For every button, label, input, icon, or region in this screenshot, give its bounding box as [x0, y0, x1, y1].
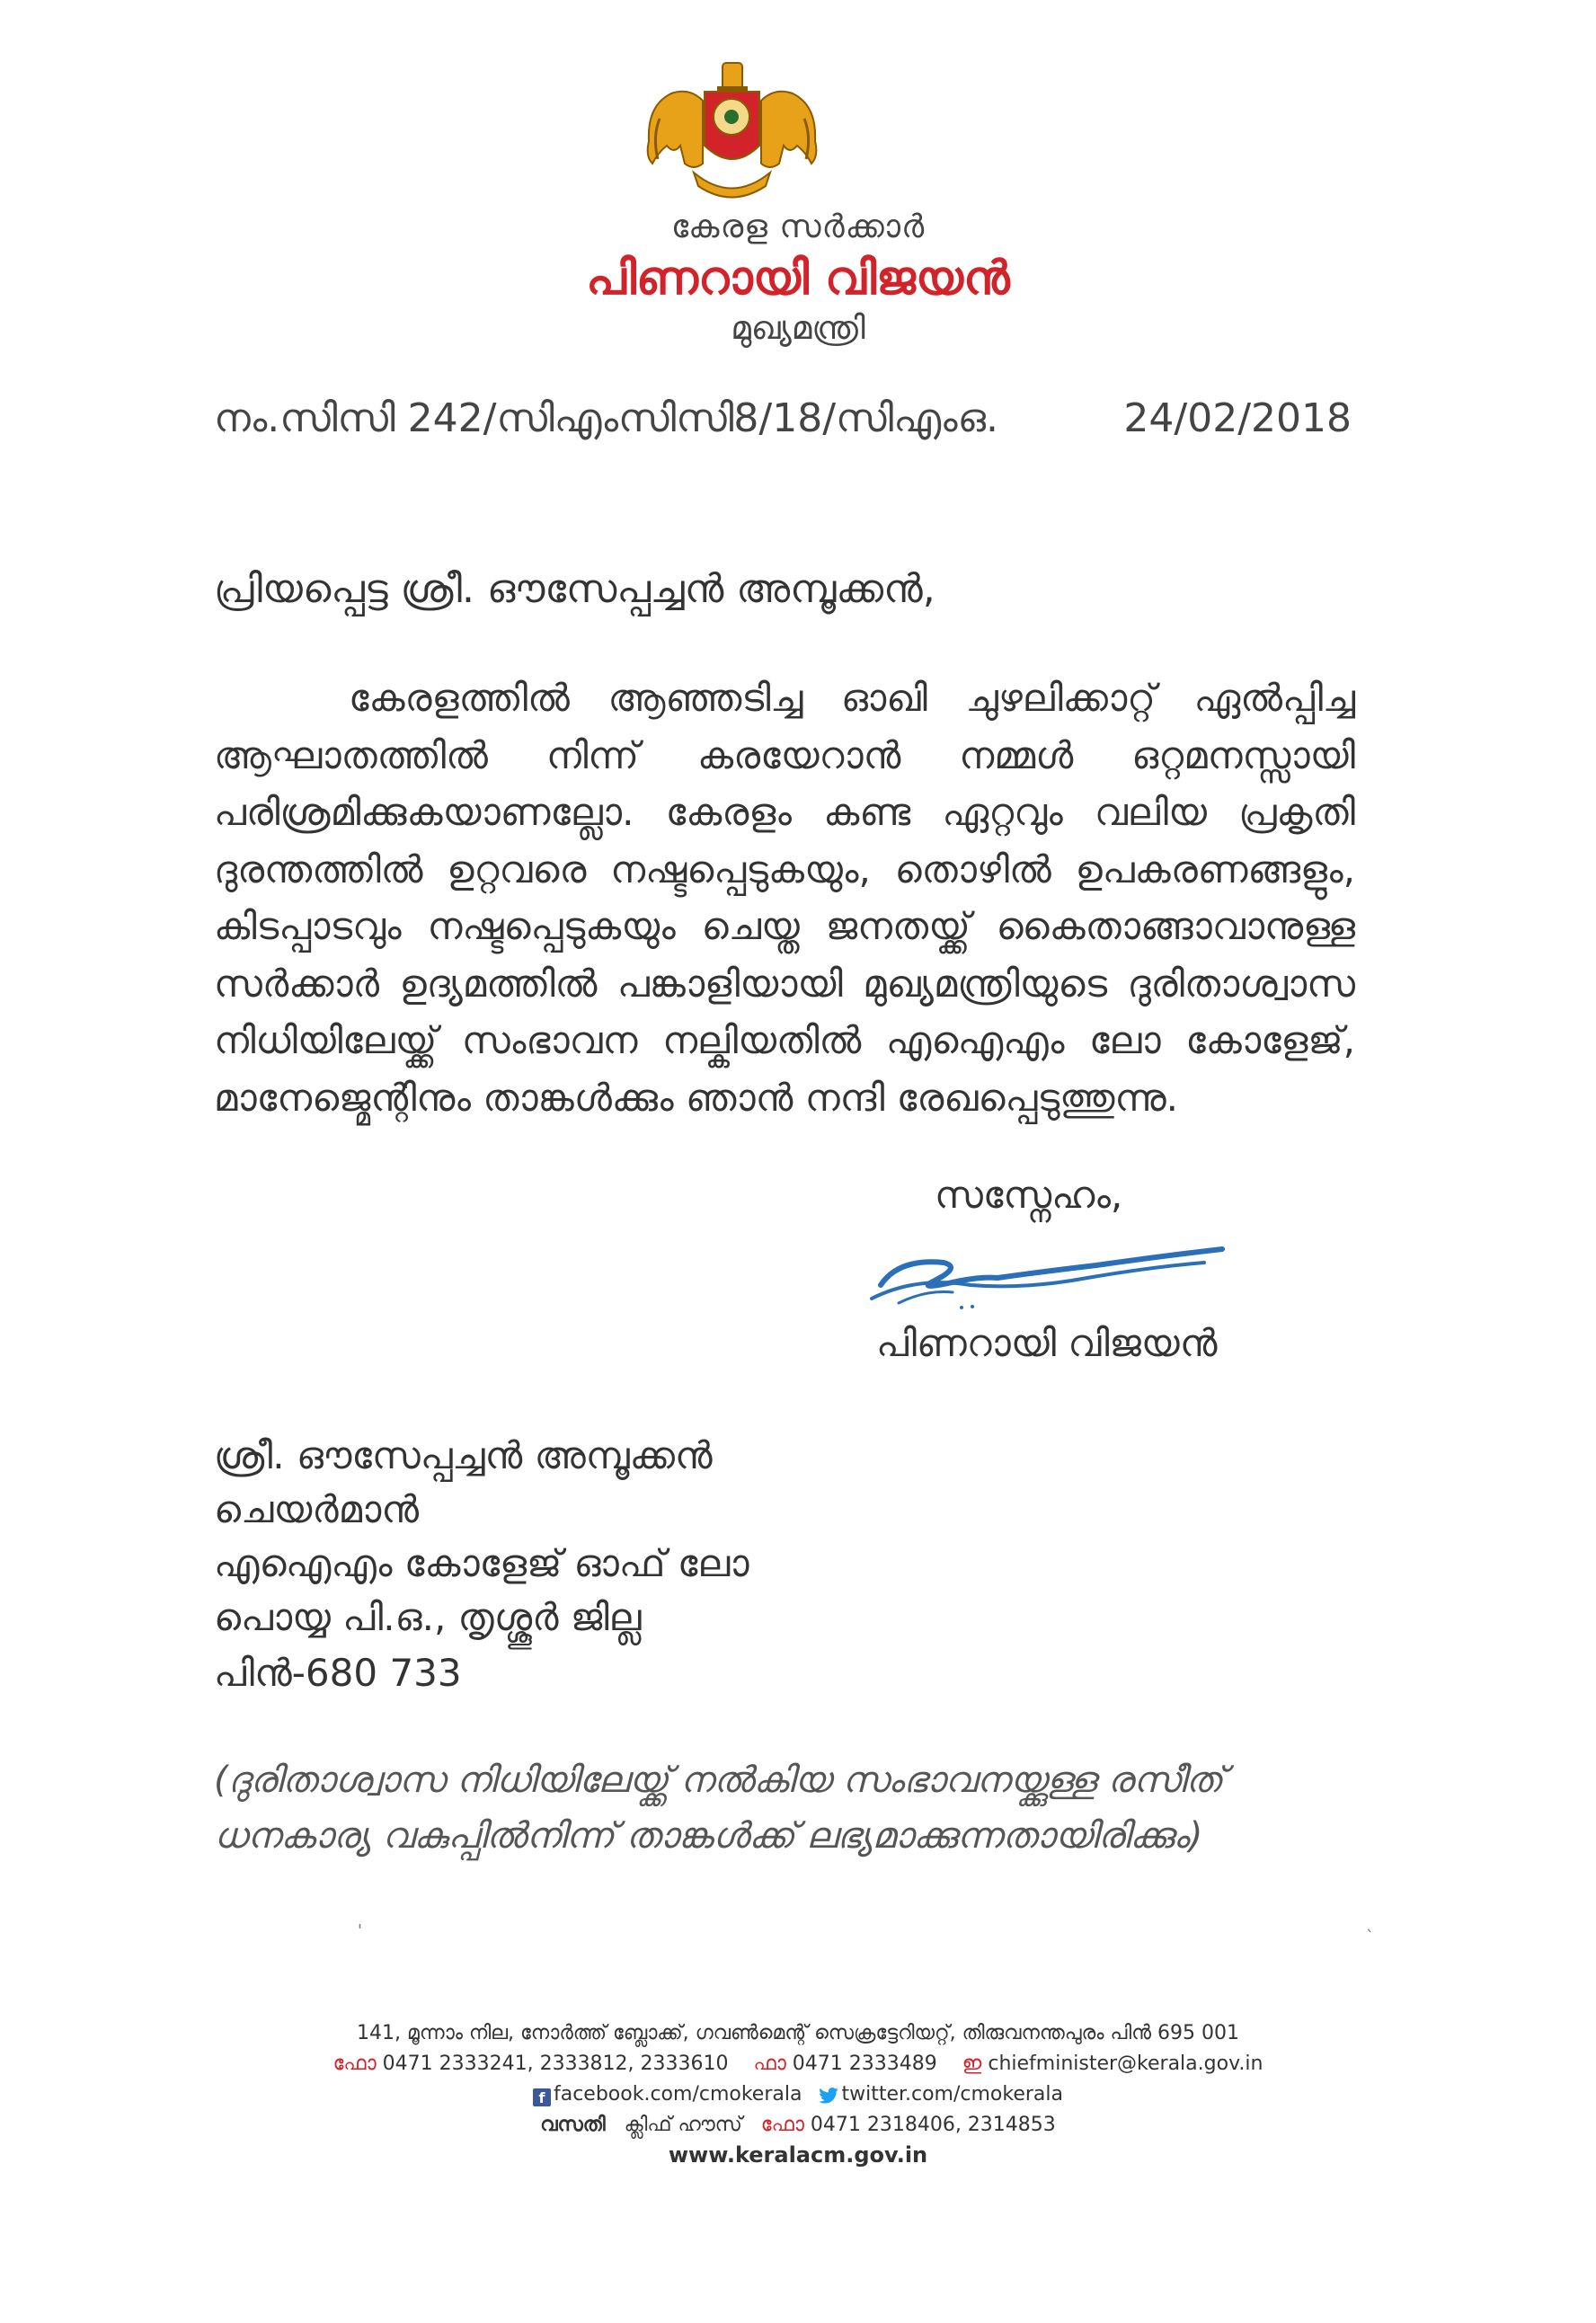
letterhead-title: മുഖ്യമന്ത്രി — [731, 310, 865, 347]
letter-date: 24/02/2018 — [1123, 395, 1352, 441]
letter-body: കേരളത്തിൽ ആഞ്ഞടിച്ച ഓഖി ചുഴലിക്കാറ്റ് ഏൽപ്പിച്ച ആഘാതത്തിൽ നിന്ന് കരയേറാൻ നമ്മൾ ഒറ്റമനസ്സായി പരിശ്രമിക്കുകയാണല്ലോ. കേരളം കണ്ട ഏറ്റവും വലിയ പ്രകൃതി ദുരന്തത്തിൽ ഉറ്റവരെ നഷ്ടപ്പെടുകയും, തൊഴിൽ ഉപകരണങ്ങളും, കിടപ്പാടവും നഷ്ടപ്പെടുകയും ചെയ്ത ജനതയ്ക്ക് കൈതാങ്ങാവാനുള്ള സർക്കാർ ഉദ്യമത്തിൽ പങ്കാളിയായി മുഖ്യമന്ത്രിയുടെ ദുരിതാശ്വാസ നിധിയിലേയ്ക്ക് സംഭാവന നല്കിയതിൽ എഐഎം ലോ കോളേജ്, മാനേജ്മെന്റിനും താങ്കൾക്കും ഞാൻ നന്ദി രേഖപ്പെടുത്തുന്നു. — [214, 676, 1355, 1120]
footer-contacts — [0, 2053, 1596, 2075]
reference-number: നം.സിസി 242/സിഎംസിസി8/18/സിഎംഒ. — [214, 395, 998, 441]
phone-numbers: 0471 2333241, 2333812, 2333610 — [382, 2053, 729, 2075]
recipient-pin: പിൻ-680 733 — [214, 1651, 462, 1695]
kerala-state-emblem-icon — [640, 56, 824, 208]
letterhead-government: കേരള സർക്കാർ — [670, 208, 926, 245]
residence-phone: 0471 2318406, 2314853 — [810, 2114, 1056, 2136]
footer-social — [0, 2083, 1596, 2106]
residence-name: ക്ലിഫ് ഹൗസ് — [624, 2114, 742, 2136]
footer-website[interactable]: www.keralacm.gov.in — [668, 2142, 928, 2168]
twitter-link[interactable]: twitter.com/cmokerala — [841, 2083, 1064, 2106]
footer-residence — [0, 2114, 1596, 2136]
footer-address: 141, മൂന്നാം നില, നോർത്ത് ബ്ലോക്ക്, ഗവൺമെന്റ് സെക്രട്ടേറിയറ്റ്, തിരുവനന്തപുരം പിൻ 695 001 — [357, 2022, 1239, 2044]
facebook-link[interactable]: facebook.com/cmokerala — [553, 2083, 802, 2106]
email-label: ഇ — [962, 2053, 982, 2075]
twitter-icon — [819, 2088, 838, 2104]
phone-label: ഫോ — [332, 2053, 377, 2075]
facebook-icon: f — [533, 2088, 551, 2106]
signature — [863, 1222, 1231, 1330]
receipt-note: (ദുരിതാശ്വാസ നിധിയിലേയ്ക്ക് നൽകിയ സംഭാവനയ്ക്കുള്ള രസീത് ധനകാര്യ വകുപ്പിൽനിന്ന് താങ്കൾക്ക് ലഭ്യമാക്കുന്നതായിരിക്കും) — [214, 1760, 1224, 1857]
recipient-name: ശ്രീ. ഔസേപ്പച്ചൻ അമ്പൂക്കൻ — [214, 1433, 713, 1477]
residence-label: വസതി — [540, 2114, 606, 2136]
stray-mark: ' — [358, 1921, 362, 1940]
salutation: പ്രിയപ്പെട്ട ശ്രീ. ഔസേപ്പച്ചൻ അമ്പൂക്കൻ, — [214, 566, 935, 612]
fax-number: 0471 2333489 — [792, 2053, 937, 2075]
recipient-institution: എഐഎം കോളേജ് ഓഫ് ലോ — [214, 1541, 749, 1585]
signer-name: പിണറായി വിജയൻ — [876, 1321, 1218, 1365]
fax-label: ഫാ — [753, 2053, 786, 2075]
residence-phone-label: ഫോ — [760, 2114, 804, 2136]
email-address[interactable]: chiefminister@kerala.gov.in — [988, 2053, 1264, 2075]
closing: സസ്നേഹം, — [935, 1173, 1123, 1217]
letterhead-name: പിണറായി വിജയൻ — [586, 252, 1010, 306]
recipient-post: പൊയ്യ പി.ഒ., തൃശ്ശൂർ ജില്ല — [214, 1595, 642, 1639]
stray-mark: ` — [1366, 1928, 1374, 1946]
recipient-designation: ചെയർമാൻ — [214, 1487, 420, 1531]
